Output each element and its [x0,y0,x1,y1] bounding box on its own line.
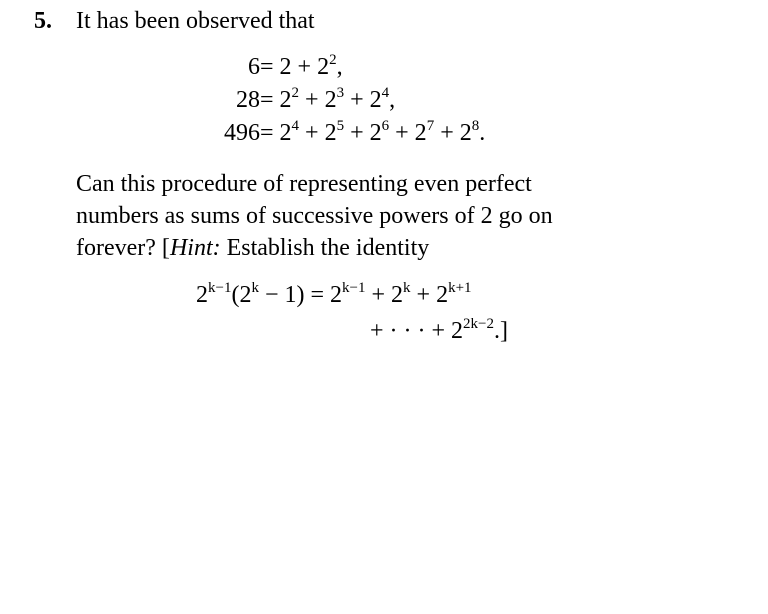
math-text: + 2 [434,120,472,146]
math-text: + 2 [299,120,337,146]
hint-label: Hint: [169,235,221,261]
math-text: + 2 [389,120,427,146]
exponent: k−1 [208,280,232,296]
exponent: 3 [336,85,345,101]
hint-text: Establish the identity [220,235,430,261]
question-line-1: Can this procedure of representing even perfect [76,171,532,197]
math-text: = 2 [260,120,292,146]
math-text: − 1) = 2 [258,282,343,308]
math-text: + 2 [299,87,337,113]
identity-line-2 [370,316,508,346]
hint-prefix: forever? [ [76,235,170,261]
exponent: k [403,280,411,296]
question-line-2: numbers as sums of successive powers of 2 go on [76,203,553,229]
exponent: 5 [336,118,345,134]
question-text [76,168,676,264]
problem-number: 5. [34,8,52,34]
math-text: , [336,54,343,80]
exponent: k+1 [448,280,472,296]
exponent: 2k−2 [463,316,495,332]
exponent: k [251,280,259,296]
exponent: 7 [426,118,435,134]
equation-lhs: 28 [236,87,260,113]
math-text: , [389,87,396,113]
exponent: 4 [291,118,300,134]
exponent: k−1 [342,280,366,296]
exponent: 2 [291,85,300,101]
equation-lhs: 6 [248,54,260,80]
problem-intro: It has been observed that [76,8,315,34]
exponent: 8 [471,118,480,134]
math-text: . [479,120,486,146]
hint-line [76,232,676,264]
math-text: (2 [231,282,252,308]
exponent: 2 [329,52,337,68]
equation-rhs [260,85,395,115]
identity-line-1 [196,280,472,310]
math-text: .] [494,318,509,344]
math-text: + 2 [365,282,404,308]
equation-rhs [260,118,485,148]
math-text: + · · · + 2 [370,318,464,344]
math-text: = 2 [260,87,292,113]
math-text: 2 [196,282,208,308]
math-text: + 2 [344,87,382,113]
equation-lhs: 496 [224,120,260,146]
exponent: 6 [381,118,390,134]
math-text: + 2 [344,120,382,146]
exponent: 4 [381,85,390,101]
equation-rhs [260,52,343,82]
math-text: = 2 + 2 [260,54,330,80]
math-text: + 2 [410,282,449,308]
